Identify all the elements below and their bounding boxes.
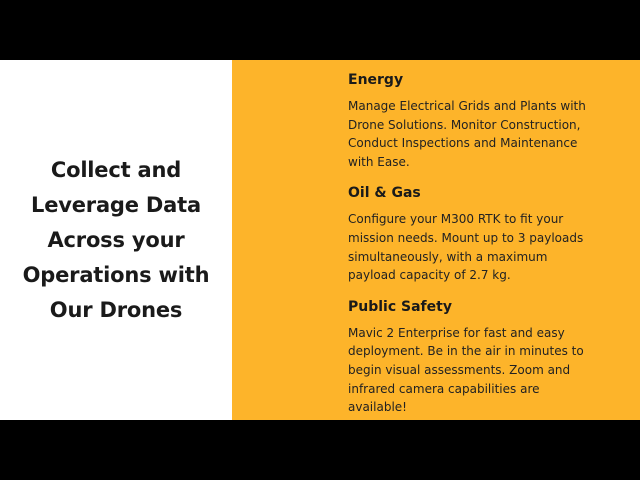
body-line: deployment. Be in the air in minutes to (348, 344, 584, 359)
headline-line: Collect and (50, 157, 182, 182)
headline-line: Across your (47, 227, 185, 252)
body-line: Manage Electrical Grids and Plants with (348, 99, 586, 113)
section-body (348, 210, 620, 284)
body-line: infrared camera capabilities are (348, 381, 540, 396)
section-energy (348, 69, 620, 171)
body-line: with Ease. (348, 154, 410, 169)
section-title: Oil & Gas (348, 185, 421, 202)
section-public-safety (348, 296, 620, 417)
body-line: available! (348, 400, 407, 415)
body-line: Drone Solutions. Monitor Construction, (348, 117, 581, 132)
headline-line: Operations with (22, 262, 210, 287)
use-cases-panel (232, 60, 640, 420)
body-line: begin visual assessments. Zoom and (348, 362, 571, 377)
body-line: payload capacity of 2.7 kg. (348, 268, 511, 283)
letterbox-bottom (0, 420, 640, 480)
body-line: Configure your M300 RTK to fit your (348, 212, 564, 227)
body-line: Conduct Inspections and Maintenance (348, 136, 578, 151)
headline-line: Our Drones (49, 297, 183, 322)
headline-line: Leverage Data (31, 192, 201, 217)
section-title: Energy (348, 72, 404, 88)
body-line: Mavic 2 Enterprise for fast and easy (348, 325, 565, 340)
headline (6, 153, 226, 328)
section-oil-gas (348, 182, 620, 284)
letterbox-top (0, 0, 640, 60)
section-body (348, 97, 620, 171)
section-body (348, 324, 620, 417)
headline-panel (0, 60, 232, 420)
body-line: simultaneously, with a maximum (348, 249, 548, 264)
slide (0, 60, 640, 420)
section-title: Public Safety (348, 298, 452, 315)
body-line: mission needs. Mount up to 3 payloads (348, 230, 584, 245)
